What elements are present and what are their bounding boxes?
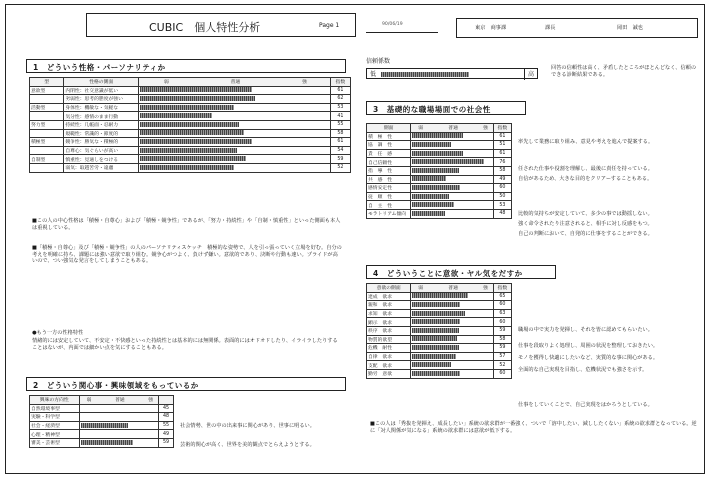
- col-index: 指数: [493, 284, 511, 293]
- date-value: 90/06/19: [382, 22, 403, 27]
- position: 課長: [545, 25, 556, 31]
- section3-title-box: [366, 101, 526, 115]
- motivation-note: ■この人は「秀抜を発揮え、成長したい」系統の欲求群が一番強く、ついで「溶中したい、減ししたくない」系統の欲求群となっている。逆に「対人関係が気になる」系統の欲求群には意欲が低下する。: [370, 421, 697, 434]
- score-bar: [412, 293, 468, 298]
- facet-cell: 従 順 性: [367, 192, 411, 201]
- score-bar: [412, 211, 445, 216]
- score-bar: [412, 345, 459, 350]
- facet-cell: 物質的欲望: [367, 335, 411, 344]
- score-bar: [412, 319, 460, 324]
- type-cell: 自制型: [30, 155, 64, 164]
- table-row: [367, 335, 512, 344]
- header-title-box: [86, 13, 356, 37]
- facet-cell: 秩序 欲求: [367, 326, 411, 335]
- table-row: [30, 155, 351, 164]
- table-row: [30, 438, 174, 447]
- index-cell: 45: [159, 404, 174, 413]
- index-cell: 60: [493, 318, 511, 327]
- type-cell: [30, 146, 64, 155]
- reliability-bar: [381, 72, 469, 77]
- col-index: 指数: [493, 124, 511, 133]
- type-cell: [30, 112, 64, 121]
- social-comment-2: 任された仕事や役割を理解し、最後に責任を持っている。: [518, 166, 653, 172]
- type-cell: 積極型: [30, 138, 64, 147]
- table-row: [30, 430, 174, 439]
- score-bar-cell: [139, 155, 331, 164]
- social-comment-3: 自信があるため、大きな目的をクリアーすることもある。: [518, 176, 653, 182]
- facet-cell: 達成 欲求: [367, 292, 411, 301]
- score-bar: [412, 168, 459, 173]
- score-bar-cell: [411, 318, 494, 327]
- table-row: [367, 318, 512, 327]
- social-table: [366, 123, 512, 219]
- table-row: [367, 301, 512, 310]
- person-name: 岡田 誠也: [617, 25, 643, 31]
- index-cell: 65: [493, 292, 511, 301]
- index-cell: 58: [493, 166, 511, 175]
- table-row: [367, 166, 512, 175]
- facet-cell: 共 感 性: [367, 175, 411, 184]
- facet-cell: 危機 耐性: [367, 344, 411, 353]
- index-cell: 59: [159, 438, 174, 447]
- facet-cell: 自尊心：気ぐらいが高い: [64, 146, 139, 155]
- score-bar: [412, 371, 460, 376]
- reliability-comment: 回答の信頼性は高く、矛盾したところがほとんどなく、信頼のできる診断結果である。: [551, 65, 697, 78]
- index-cell: 59: [493, 326, 511, 335]
- area-cell: 自然環境事型: [30, 404, 80, 413]
- index-cell: 52: [330, 163, 350, 172]
- score-bar-cell: [79, 430, 158, 439]
- score-bar-cell: [139, 129, 331, 138]
- score-bar-cell: [411, 361, 494, 370]
- facet-cell: 親和 欲求: [367, 301, 411, 310]
- score-bar: [81, 423, 128, 428]
- facet-cell: 身体性：機敏な・気軽な: [64, 103, 139, 112]
- table-header-row: [367, 124, 512, 133]
- score-bar: [412, 336, 457, 341]
- reliability-gauge: [366, 68, 538, 79]
- score-bar: [140, 139, 252, 144]
- score-bar-cell: [139, 86, 331, 95]
- facet-cell: モラトリアム傾向: [367, 209, 411, 218]
- facet-cell: 指 導 性: [367, 166, 411, 175]
- table-row: [367, 369, 512, 378]
- table-row: [367, 192, 512, 201]
- index-cell: 53: [330, 103, 350, 112]
- score-bar-cell: [411, 132, 494, 141]
- reliability-high: 高: [527, 71, 534, 78]
- table-row: [30, 138, 351, 147]
- score-bar: [412, 159, 484, 164]
- score-bar: [412, 151, 463, 156]
- motivation-comment-1: 職場の中で実力を発揮し、それを皆に認めてもらいたい。: [518, 327, 653, 333]
- score-bar-cell: [139, 146, 331, 155]
- section1-title: 1 どういう性格・パーソナリティか: [33, 63, 166, 72]
- table-row: [30, 129, 351, 138]
- person-info-box: [456, 18, 698, 38]
- score-bar: [412, 202, 454, 207]
- index-cell: 49: [493, 175, 511, 184]
- score-bar: [140, 156, 246, 161]
- scale-low: 弱: [86, 398, 92, 404]
- score-bar: [412, 133, 463, 138]
- index-cell: 48: [493, 209, 511, 218]
- table-row: [367, 292, 512, 301]
- facet-cell: 顕示 欲求: [367, 318, 411, 327]
- facet-cell: 自己信頼性: [367, 158, 411, 167]
- section4-title: 4 どういうことに意欲・ヤル気をだすか: [373, 269, 523, 278]
- index-cell: 48: [159, 413, 174, 422]
- index-cell: 55: [330, 120, 350, 129]
- table-row: [30, 120, 351, 129]
- type-cell: 活動型: [30, 103, 64, 112]
- index-cell: 51: [493, 141, 511, 150]
- table-row: [367, 149, 512, 158]
- col-facet: 側面: [367, 124, 411, 133]
- interest-table: [29, 395, 174, 448]
- section2-title: 2 どういう関心事・興味領域をもっているか: [33, 381, 199, 390]
- area-cell: 実験・科学型: [30, 413, 80, 422]
- score-bar: [140, 148, 237, 153]
- type-cell: [30, 129, 64, 138]
- section3-title: 3 基礎的な職場場面での社会性: [373, 105, 491, 114]
- score-bar: [140, 130, 244, 135]
- motivation-comment-4: 全面的な自己実現を目指し、危機状況でも強さを示す。: [518, 367, 648, 373]
- score-bar: [412, 194, 449, 199]
- facet-cell: 慎重性：見通しをつける: [64, 155, 139, 164]
- table-row: [367, 326, 512, 335]
- score-bar-cell: [79, 413, 158, 422]
- index-cell: 49: [159, 430, 174, 439]
- score-bar-cell: [411, 166, 494, 175]
- index-cell: 54: [330, 146, 350, 155]
- scale-mid: 普通: [115, 398, 125, 404]
- facet-cell: 自 主 性: [367, 201, 411, 210]
- facet-cell: 協 調 性: [367, 141, 411, 150]
- scale-mid: 普通: [448, 286, 458, 292]
- index-cell: 60: [493, 184, 511, 193]
- type-cell: 努力型: [30, 120, 64, 129]
- score-bar-cell: [79, 404, 158, 413]
- interest-comment: [180, 414, 350, 424]
- table-row: [30, 413, 174, 422]
- scale-high: 強: [483, 286, 488, 292]
- score-bar: [140, 113, 212, 118]
- facet-cell: 劣弱性：思考的態度が強い: [64, 95, 139, 104]
- score-bar-cell: [411, 149, 494, 158]
- score-bar-cell: [411, 352, 494, 361]
- index-cell: 59: [330, 155, 350, 164]
- table-row: [30, 404, 174, 413]
- table-row: [30, 112, 351, 121]
- motivation-table: [366, 283, 512, 379]
- score-bar-cell: [139, 112, 331, 121]
- section1-note-other: 情緒的には安定していて、不安定・不快感といった持続性とは基本的には無関係。表面的にはオドオドしたり、イライラしたりすることはないが、内面では細かい点を気にすることもある。: [32, 338, 338, 351]
- index-cell: 61: [493, 132, 511, 141]
- score-bar: [412, 142, 451, 147]
- index-cell: 53: [493, 201, 511, 210]
- table-row: [30, 421, 174, 430]
- score-bar-cell: [411, 141, 494, 150]
- table-row: [367, 361, 512, 370]
- score-bar-cell: [411, 301, 494, 310]
- score-bar: [140, 96, 255, 101]
- page-number: Page 1: [319, 22, 340, 29]
- score-bar-cell: [411, 309, 494, 318]
- section1-note-detail: ■「積極・自尊心」及び「積極・競争性」の人のパーソナリティスケッチ 積極的な姿勢で、人を引っ張っていく立場を好む。自分の考えを明確に持ち、課題には強い意欲で取り組む。競争心がつよく、負けず嫌い。意欲的であり、決断や行動も速い。プライドが高いので、つい強気な発言をしてしまうこともある。: [32, 245, 342, 264]
- table-row: [367, 175, 512, 184]
- interest-comment: 芸術的関心が高く、世界を美的観点でとらえようとする。: [180, 442, 315, 449]
- index-cell: 55: [159, 421, 174, 430]
- table-row: [367, 158, 512, 167]
- area-cell: 審美・芸術型: [30, 438, 80, 447]
- social-comment-5: 強く命令されたり注意されると、相手に対し反感をもつ。: [518, 221, 653, 227]
- section1-note-main: ■この人の中心性格は「積極・自尊心」および「積極・競争性」であるが、「努力・持続性」や「自制・慎重性」といった側面も本人は重視している。: [32, 218, 341, 231]
- section4-title-box: [366, 265, 556, 279]
- section1-title-box: [26, 59, 346, 73]
- facet-cell: 自律 欲求: [367, 352, 411, 361]
- score-bar-cell: [411, 292, 494, 301]
- col-scale: [139, 78, 331, 87]
- score-bar-cell: [411, 344, 494, 353]
- score-bar: [412, 328, 459, 333]
- table-row: [30, 103, 351, 112]
- index-cell: 60: [493, 369, 511, 378]
- table-header-row: [30, 396, 174, 405]
- score-bar-cell: [139, 138, 331, 147]
- reliability-low: 低: [370, 71, 377, 78]
- score-bar: [140, 87, 252, 92]
- facet-cell: 気分性：感情のまま行動: [64, 112, 139, 121]
- index-cell: 50: [493, 192, 511, 201]
- score-bar-cell: [411, 326, 494, 335]
- scale-mid: 普通: [230, 80, 241, 86]
- score-bar: [412, 354, 456, 359]
- index-cell: 58: [493, 335, 511, 344]
- table-row: [367, 141, 512, 150]
- score-bar-cell: [411, 335, 494, 344]
- personality-table: [29, 77, 351, 173]
- section2-title-box: [26, 377, 346, 391]
- index-cell: 59: [493, 344, 511, 353]
- score-bar-cell: [139, 120, 331, 129]
- score-bar: [412, 311, 465, 316]
- facet-cell: 積 極 性: [367, 132, 411, 141]
- table-row: [367, 309, 512, 318]
- col-index: [159, 396, 174, 405]
- col-scale: [79, 396, 158, 405]
- scale-low: 弱: [164, 80, 169, 86]
- type-cell: 意欲型: [30, 86, 64, 95]
- section1-note-other-title: ●もう一方の性格特性: [32, 330, 84, 336]
- table-row: [367, 209, 512, 218]
- col-facet: 性格の側面: [64, 78, 139, 87]
- facet-cell: 規範性：常識的・節度的: [64, 129, 139, 138]
- report-date: [366, 19, 438, 33]
- index-cell: 41: [330, 112, 350, 121]
- score-bar-cell: [411, 184, 494, 193]
- index-cell: 61: [330, 86, 350, 95]
- company-name: 東京 商事課: [475, 25, 507, 31]
- report-title: CUBIC 個人特性分析: [149, 21, 261, 34]
- index-cell: 61: [330, 138, 350, 147]
- table-row: [367, 132, 512, 141]
- score-bar: [412, 302, 460, 307]
- score-bar-cell: [411, 369, 494, 378]
- index-cell: 52: [493, 361, 511, 370]
- index-cell: 57: [493, 352, 511, 361]
- index-cell: 58: [330, 129, 350, 138]
- score-bar-cell: [139, 103, 331, 112]
- score-bar-cell: [411, 175, 494, 184]
- scale-mid: 普通: [448, 126, 458, 132]
- social-comment-4: 比較的気持ちが安定していて、多少の事では動揺しない。: [518, 211, 653, 217]
- motivation-comment-3: モノを獲得し快適にしたいなど、実質的な事に関心がある。: [518, 355, 659, 361]
- table-header-row: [30, 78, 351, 87]
- facet-cell: 内閉性：社交意識が低い: [64, 86, 139, 95]
- interest-comments: [180, 404, 350, 452]
- col-scale: [411, 124, 494, 133]
- score-bar-cell: [79, 438, 158, 447]
- scale-low: 弱: [418, 126, 424, 132]
- col-type: 型: [30, 78, 64, 87]
- score-bar: [81, 440, 133, 445]
- social-comment-1: 率先して業務に取り組み、意見や考えを進んで提案する。: [518, 139, 654, 145]
- score-bar: [140, 122, 239, 127]
- table-row: [367, 344, 512, 353]
- score-bar-cell: [139, 163, 331, 172]
- score-bar: [412, 362, 451, 367]
- index-cell: 62: [330, 95, 350, 104]
- scale-high: 強: [301, 80, 307, 86]
- score-bar-cell: [139, 95, 331, 104]
- index-cell: 63: [493, 309, 511, 318]
- facet-cell: 持続性：几帳面・忍耐力: [64, 120, 139, 129]
- social-comment-6: 自己の判断において、自発的に仕事をすることができる。: [518, 231, 653, 237]
- table-row: [30, 86, 351, 95]
- area-cell: 心理・精神型: [30, 430, 80, 439]
- score-bar-cell: [79, 421, 158, 430]
- score-bar-cell: [411, 158, 494, 167]
- interest-comment: 社会情勢、世の中の出来事に関心があり、世事に明るい。: [180, 423, 315, 430]
- facet-cell: 弱気：取越苦労・遠慮: [64, 163, 139, 172]
- facet-cell: 競争性：勝気な・積極的: [64, 138, 139, 147]
- score-bar-cell: [411, 192, 494, 201]
- facet-cell: 感情安定性: [367, 184, 411, 193]
- index-cell: 60: [493, 301, 511, 310]
- type-cell: [30, 163, 64, 172]
- report-page: [5, 4, 705, 474]
- col-area: 興味の方向性: [30, 396, 80, 405]
- facet-cell: 支配 欲求: [367, 361, 411, 370]
- facet-cell: 責 任 感: [367, 149, 411, 158]
- facet-cell: 勤労 意欲: [367, 369, 411, 378]
- table-row: [30, 146, 351, 155]
- scale-low: 弱: [418, 286, 424, 292]
- col-index: 指数: [330, 78, 350, 87]
- score-bar: [412, 176, 446, 181]
- scale-high: 強: [483, 126, 488, 132]
- index-cell: 61: [493, 149, 511, 158]
- interest-comment: [180, 433, 350, 443]
- table-header-row: [367, 284, 512, 293]
- index-cell: 76: [493, 158, 511, 167]
- facet-cell: 求知 欲求: [367, 309, 411, 318]
- score-bar: [140, 105, 234, 110]
- score-bar: [140, 165, 234, 170]
- area-cell: 社会・経済型: [30, 421, 80, 430]
- score-bar-cell: [411, 201, 494, 210]
- reliability-title: 信頼係数: [366, 58, 391, 65]
- col-scale: [411, 284, 494, 293]
- col-facet: 意欲の側面: [367, 284, 411, 293]
- motivation-comment-5: 仕事をしていくことで、自己実現をはかろうとしている。: [518, 402, 653, 408]
- table-row: [367, 201, 512, 210]
- scale-high: 強: [148, 398, 154, 404]
- table-row: [30, 95, 351, 104]
- table-row: [367, 352, 512, 361]
- interest-comment: [180, 404, 350, 414]
- motivation-comment-2: 仕事を段取りよく処理し、周囲の状況を整理しておきたい。: [518, 343, 659, 349]
- score-bar: [412, 185, 460, 190]
- score-bar-cell: [411, 209, 494, 218]
- table-row: [367, 184, 512, 193]
- type-cell: [30, 95, 64, 104]
- table-row: [30, 163, 351, 172]
